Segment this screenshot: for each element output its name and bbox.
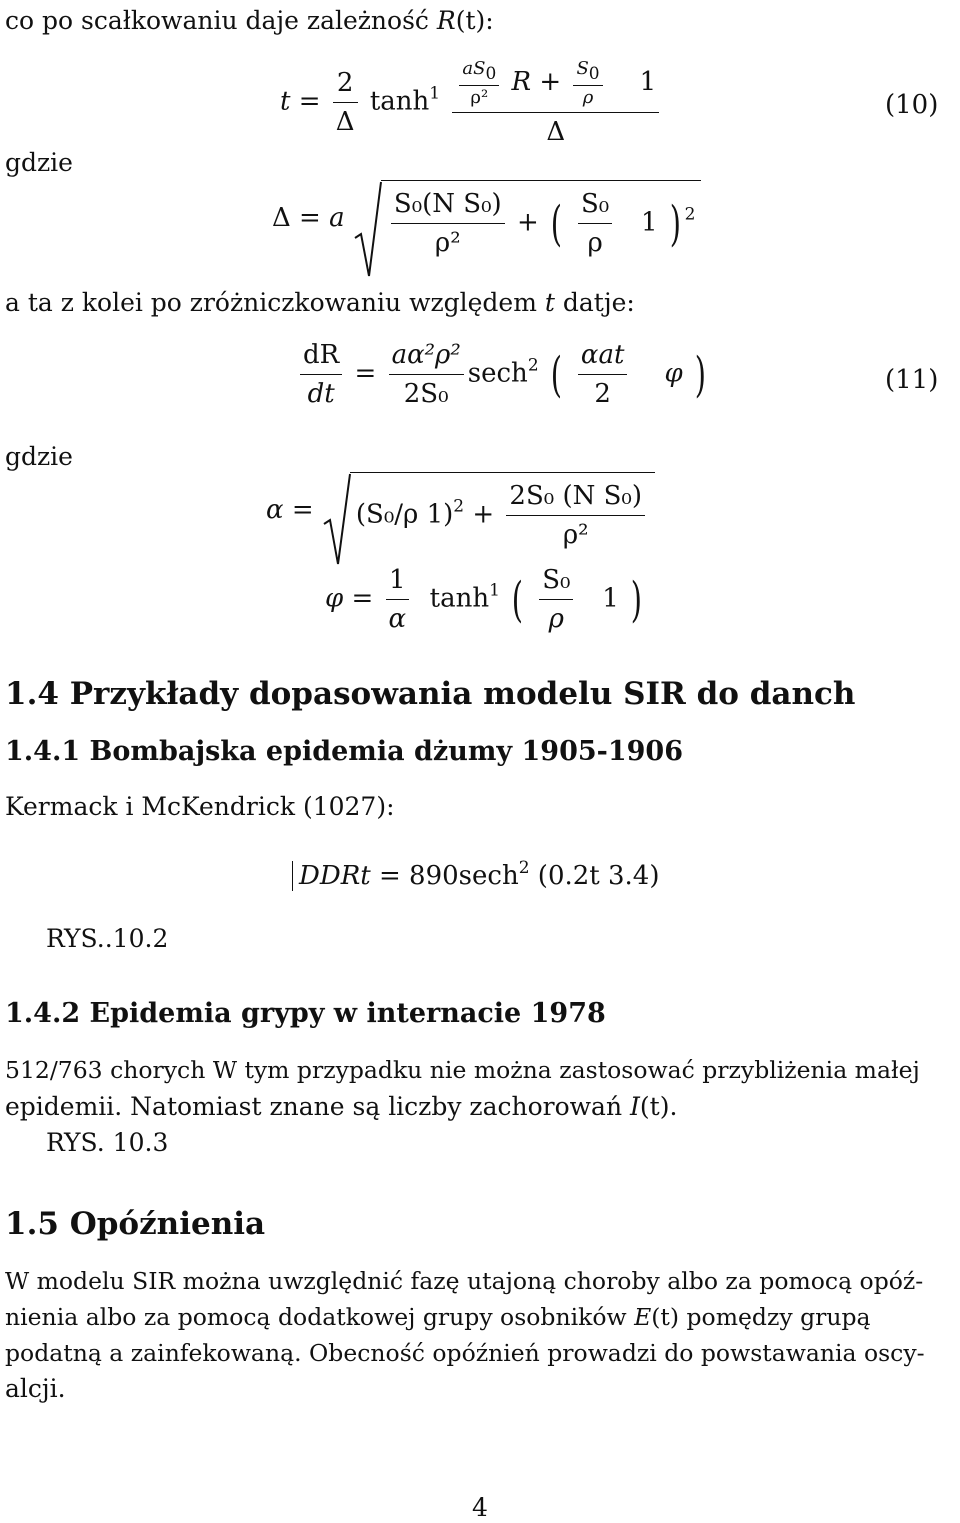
delta-sqrt: $\frac{\text{S₀(N S₀)}}{\text{ρ²}}$ + ( $\frac{\text{S₀}}{\rho}$ 1 ) $^2$ [353,180,702,258]
opoz-line-2: nienia albo za pomocą dodatkowej grupy osobników E(t) pomędzy grupą [5,1303,871,1331]
intro-text: co po scałkowaniu daje zależność [5,6,429,35]
eq10-inner-frac: $\frac{aS0}{\text{ρ²}}$ [459,58,499,108]
grypa-line-1: 512/763 chorych W tym przypadku nie można zastosować przybliżenia małej [5,1056,920,1084]
figure-ref-10-2: RYS..10.2 [46,924,169,953]
gdzie-2: gdzie [5,442,73,471]
kermack-line: Kermack i McKendrick (1027): [5,792,395,821]
opoz-line-4: alcji. [5,1374,66,1403]
diff-line: a ta z kolei po zróżniczkowaniu względem t datje: [5,288,635,317]
intro-var: R [436,6,456,35]
equation-11: $\frac{dR}{dt}$ = $\frac{\text{aα²ρ²}}{\text{2S₀}}$ sech$^2$ ( $\frac{\text{αat}}{2}$ φ ) [296,340,710,409]
equation-10-label: (10) [885,90,939,120]
subsection-heading-1-4-1: 1.4.1 Bombajska epidemia dżumy 1905-1906 [5,736,683,767]
section-heading-1-4: 1.4 Przykłady dopasowania modelu SIR do danch [5,676,856,712]
opoz-line-1: W modelu SIR można uwzględnić fazę utajoną choroby albo za pomocą opóź- [5,1267,924,1295]
eq10-lhs: t [280,86,291,117]
section-heading-1-5: 1.5 Opóźnienia [5,1206,266,1242]
gdzie-1: gdzie [5,148,73,177]
alpha-sqrt: (S₀/ρ 1)$^2$ + $\frac{\text{2S₀ (N S₀)}}{\text{ρ²}}$ [322,472,655,550]
equation-11-label: (11) [885,365,939,395]
eq10-main-frac: $\frac{aS0}{\text{ρ²}}$ R + $\frac{S0}{\rho}$ 1 Δ [452,58,659,147]
equation-delta: Δ = a $\frac{\text{S₀(N S₀)}}{\text{ρ²}}$ + ( $\frac{\text{S₀}}{\rho}$ 1 ) $^2$ [272,180,701,258]
grypa-line-2: epidemii. Natomiast znane są liczby zachorowań I(t). [5,1092,678,1121]
equation-ddr: DDRt = 890sech$^2$ (0.2t 3.4) [292,858,660,891]
equation-phi: φ = $\frac{1}{\alpha}$ $\tanh^1$ ( $\frac{\text{S₀}}{\rho}$ 1 ) [325,565,643,634]
page-number: 4 [472,1493,488,1522]
eq10-tanh: tanh [369,86,430,117]
intro-line [5,6,494,36]
intro-tail: (t): [455,6,494,35]
subsection-heading-1-4-2: 1.4.2 Epidemia grypy w internacie 1978 [5,998,606,1029]
opoz-line-3: podatną a zainfekowaną. Obecność opóźnień prowadzi do powstawania oscy- [5,1339,925,1367]
eq10-frac-2-delta: $\frac{2}{\Delta}$ [333,68,358,137]
sqrt-sign [353,180,383,280]
equation-10: t = $\frac{2}{\Delta}$ $\tanh^1$ $\frac{aS0}{\text{ρ²}}$ R + $\frac{S0}{\rho}$ 1 Δ [280,58,663,147]
figure-ref-10-3: RYS. 10.3 [46,1128,169,1157]
equation-alpha: α = (S₀/ρ 1)$^2$ + $\frac{\text{2S₀ (N S₀)}}{\text{ρ²}}$ [266,472,655,550]
